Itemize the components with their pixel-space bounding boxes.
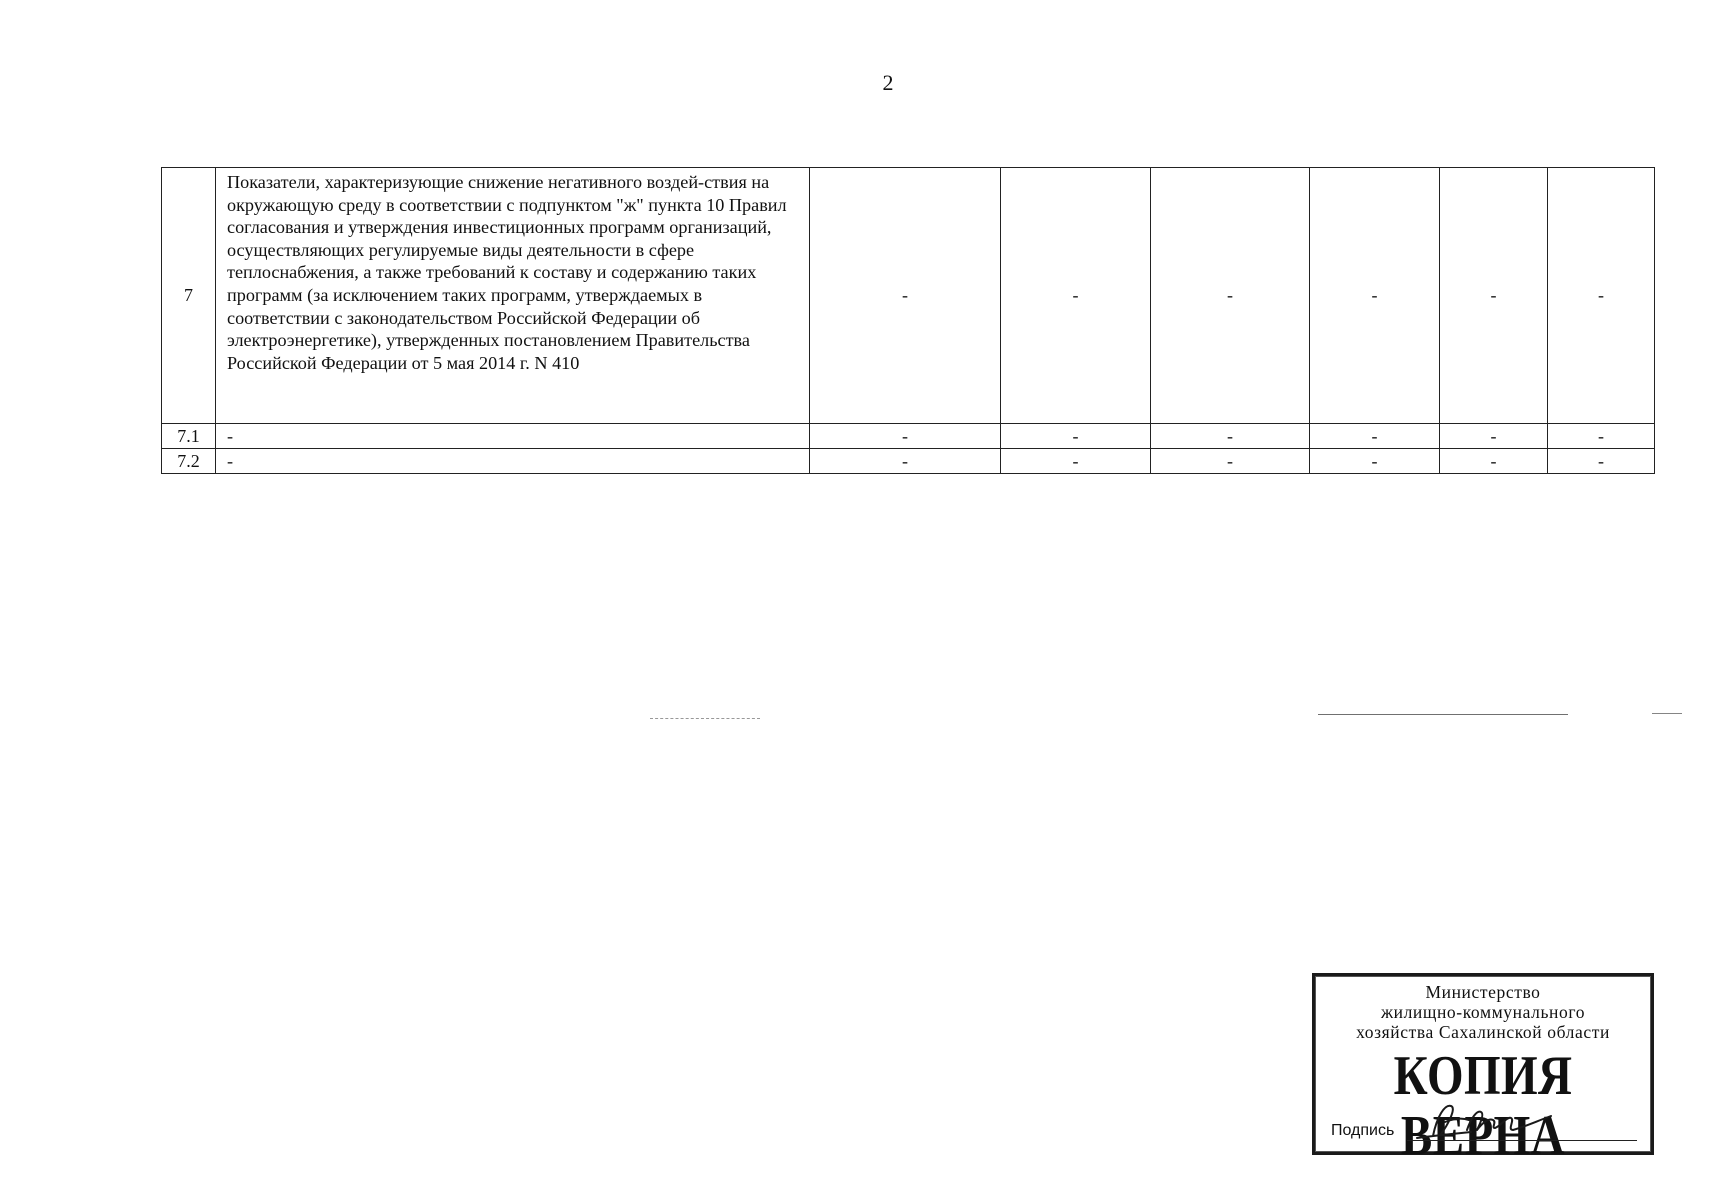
handwritten-signature	[1411, 1096, 1561, 1146]
value-cell: -	[1548, 168, 1655, 424]
value-cell: -	[810, 168, 1001, 424]
value-cell: -	[1310, 424, 1440, 449]
row-description: -	[216, 449, 810, 474]
scan-divider-line	[1318, 714, 1568, 715]
signature-label: Подпись	[1331, 1122, 1395, 1139]
value-cell: -	[1001, 424, 1151, 449]
page-number: 2	[882, 70, 894, 95]
table-row	[162, 424, 1655, 449]
stamp-org-line: жилищно-коммунального	[1380, 1002, 1586, 1022]
stamp-org-line: хозяйства Сахалинской области	[1356, 1022, 1610, 1042]
value-cell: -	[1548, 424, 1655, 449]
value-cell: -	[1151, 168, 1310, 424]
value-cell: -	[1001, 449, 1151, 474]
value-cell: -	[1001, 168, 1151, 424]
table-row	[162, 168, 1655, 424]
value-cell: -	[810, 424, 1001, 449]
value-cell: -	[1440, 449, 1548, 474]
value-cell: -	[1151, 424, 1310, 449]
value-cell: -	[1440, 168, 1548, 424]
value-cell: -	[1548, 449, 1655, 474]
row-description: Показатели, характеризующие снижение негативного воздей-ствия на окружающую среду в соответствии с подпунктом "ж" пункта 10 Правил согласования и утверждения инвестиционных программ организаций, осуществляющих регулируемые виды деятельности в сфере теплоснабжения, а также требований к составу и содержанию таких программ (за исключением таких программ, утверждаемых в соответствии с законодательством Российской Федерации об электроэнергетике), утвержденных постановлением Правительства Российской Федерации от 5 мая 2014 г. N 410	[216, 168, 810, 424]
stamp-title: КОПИЯ ВЕРНА	[1393, 1045, 1573, 1167]
certification-stamp	[1312, 973, 1654, 1167]
table-row	[162, 449, 1655, 474]
value-cell: -	[1310, 168, 1440, 424]
row-number: 7.2	[162, 449, 216, 474]
row-description: -	[216, 424, 810, 449]
stamp-org-line: Министерство	[1425, 982, 1541, 1002]
value-cell: -	[1440, 424, 1548, 449]
stamp-organization	[1315, 982, 1651, 1042]
value-cell: -	[1151, 449, 1310, 474]
scan-divider-line	[1652, 713, 1682, 714]
value-cell: -	[810, 449, 1001, 474]
indicator-table	[161, 167, 1655, 474]
row-number: 7	[162, 168, 216, 424]
row-number: 7.1	[162, 424, 216, 449]
scan-divider-line	[650, 718, 760, 719]
value-cell: -	[1310, 449, 1440, 474]
